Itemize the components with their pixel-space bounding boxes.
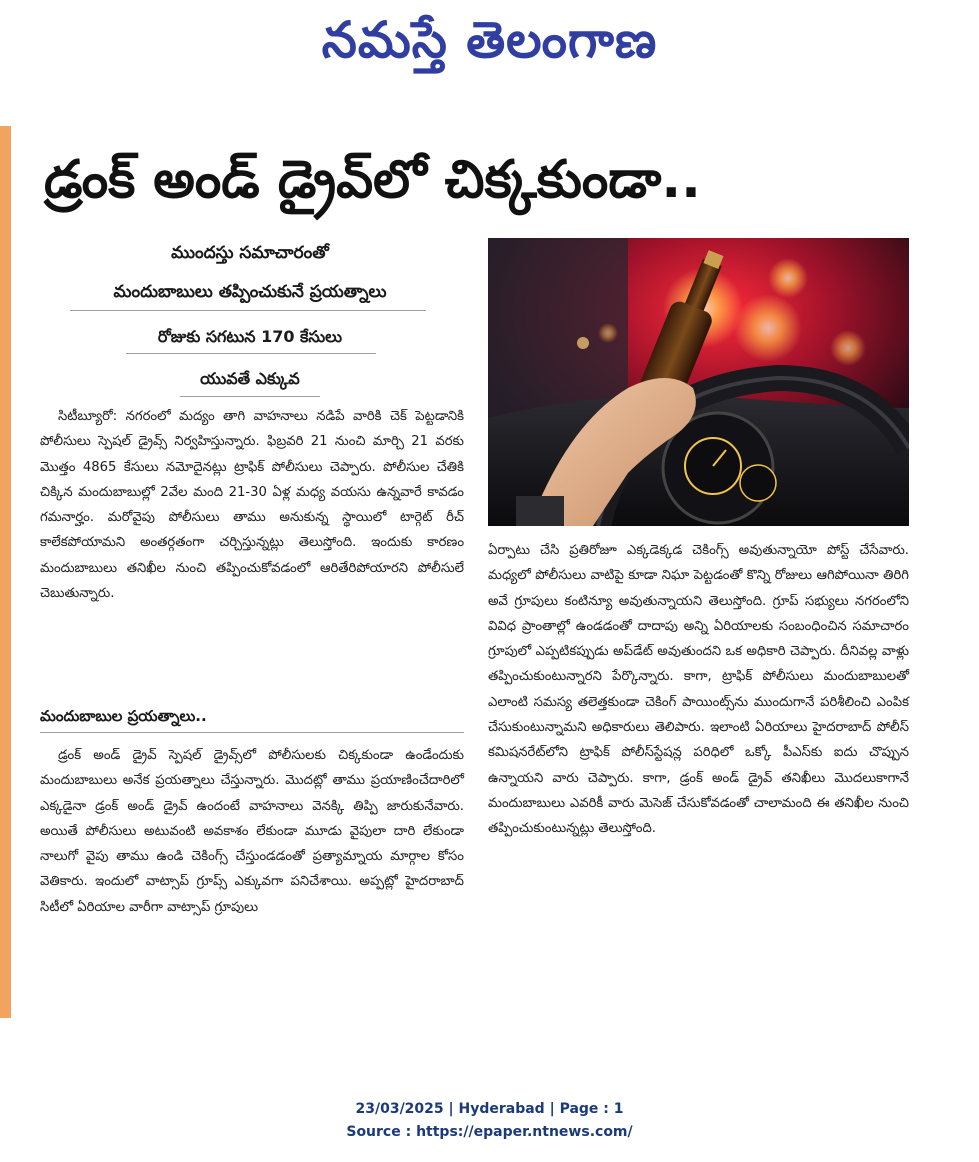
article-body-paragraph-3 bbox=[488, 538, 909, 998]
article-body-paragraph-2-text: డ్రంక్ అండ్ డ్రైవ్ స్పెషల్ డ్రైవ్స్‌లో పోలీసులకు చిక్కకుండా ఉండేందుకు మందుబాబులు అనేక ప్రయత్నాలు చేస్తున్నారు. మొదట్లో తాము ప్రయాణించేదారిలో ఎక్కడైనా డ్రంక్ అండ్ డ్రైవ్ ఉందంటే వాహనాలు వెనక్కి తిప్పి జారుకునేవారు. అయితే పోలీసులు అటువంటి అవకాశం లేకుండా మూడు వైపులా దారి లేకుండా నాలుగో వైపు తాము ఉండి చెకింగ్స్ చేస్తుండడంతో ప్రత్యామ్నాయ మార్గాల కోసం వెతికారు. ఇందులో వాట్సాప్ గ్రూప్స్ ఎక్కువగా పనిచేశాయి. అప్పట్లో హైదరాబాద్ సిటీలో ఏరియాల వారీగా వాట్సాప్ గ్రూపులు bbox=[40, 748, 464, 915]
article-body-paragraph-2 bbox=[40, 743, 464, 1008]
section-subheading-divider bbox=[40, 732, 464, 733]
subheading-line-1b: మందుబాబులు తప్పించుకునే ప్రయత్నాలు bbox=[113, 282, 387, 302]
drunk-driving-photo-illustration bbox=[488, 238, 909, 526]
footer-date-line: 23/03/2025 | Hyderabad | Page : 1 bbox=[355, 1101, 624, 1117]
subheading-divider-1 bbox=[70, 310, 426, 311]
accent-bar bbox=[0, 126, 11, 1018]
section-subheading: మందుబాబుల ప్రయత్నాలు.. bbox=[40, 707, 207, 725]
drunk-driving-photo bbox=[488, 238, 909, 526]
article-body-paragraph-3-text: ఏర్పాటు చేసి ప్రతిరోజూ ఎక్కడెక్కడ చెకింగ్స్ అవుతున్నాయో పోస్ట్ చేసేవారు. మధ్యలో పోలీసులు వాటిపై కూడా నిఘా పెట్టడంతో కొన్ని రోజులు ఆగిపోయినా తిరిగి అవే గ్రూపులు కంటిన్యూ అవుతున్నాయని తెలుస్తోంది. గ్రూప్ సభ్యులు నగరంలోని వివిధ ప్రాంతాల్లో ఉండడంతో దాదాపు అన్ని ఏరియాలకు సంబంధించిన సమాచారం గ్రూపులో ఎప్పటికప్పుడు అప్‌డేట్ అవుతుందని ఒక అధికారి చెప్పారు. దీనివల్ల వాళ్లు తప్పించుకుంటున్నారని పేర్కొన్నారు. కాగా, ట్రాఫిక్ పోలీసులు మందుబాబులతో ఎలాంటి సమస్య తలెత్తకుండా చెకింగ్ పాయింట్స్‌ను ముందుగానే పరిశీలించి ఎంపిక చేసుకుంటున్నామని అధికారులు తెలిపారు. ఇలాంటి ఏరియాలు హైదరాబాద్ పోలీస్ కమిషనరేట్‌లోని ట్రాఫిక్ పోలీస్‌స్టేషన్ల పరిధిలో ఒక్కో పీఎస్‌కు ఐదు చొప్పున ఉన్నాయని వారు చెప్పారు. కాగా, డ్రంక్ అండ్ డ్రైవ్ తనిఖీలు మొదలుకాగానే మందుబాబులు ఎవరికీ వారు మెసెజ్ చేసుకోవడంతో చాలామంది ఈ తనిఖీల నుంచి తప్పించుకుంటున్నట్లు తెలుస్తోంది. bbox=[488, 543, 909, 837]
masthead-title: నమస్తే తెలంగాణ bbox=[321, 11, 658, 69]
subheading-divider-3 bbox=[180, 396, 320, 397]
subheading-line-1a: ముందస్తు సమాచారంతో bbox=[171, 243, 329, 263]
article-headline: డ్రంక్ అండ్ డ్రైవ్‌లో చిక్కకుండా.. bbox=[44, 150, 701, 210]
subheading-divider-2 bbox=[126, 353, 376, 354]
footer-source-line: Source : https://epaper.ntnews.com/ bbox=[346, 1124, 633, 1140]
subheading-line-2: రోజుకు సగటున 170 కేసులు bbox=[157, 327, 343, 346]
subheading-line-3: యువతే ఎక్కువ bbox=[200, 369, 300, 388]
article-body-paragraph-1-text: సిటీబ్యూరో: నగరంలో మద్యం తాగి వాహనాలు నడిపే వారికి చెక్ పెట్టడానికి పోలీసులు స్పెషల్ డ్రైవ్స్ నిర్వహిస్తున్నారు. ఫిబ్రవరి 21 నుంచి మార్చి 21 వరకు మొత్తం 4865 కేసులు నమోదైనట్లు ట్రాఫిక్ పోలీసులు చెప్పారు. పోలీసుల చేతికి చిక్కిన మందుబాబుల్లో 2వేల మంది 21-30 ఏళ్ల మధ్య వయసు ఉన్నవారే కావడం గమనార్హం. మరోవైపు పోలీసులు తాము అనుకున్న స్థాయిలో టార్గెట్ రీచ్ కాలేకపోయామని అంతర్గతంగా చర్చిస్తున్నట్లు తెలుస్తోంది. ఇందుకు కారణం మందుబాబులు తనిఖీల నుంచి తప్పించుకోవడంలో ఆరితేరిపోయారని పోలీసులే చెబుతున్నారు. bbox=[40, 409, 464, 602]
article-body-paragraph-1 bbox=[40, 404, 464, 694]
